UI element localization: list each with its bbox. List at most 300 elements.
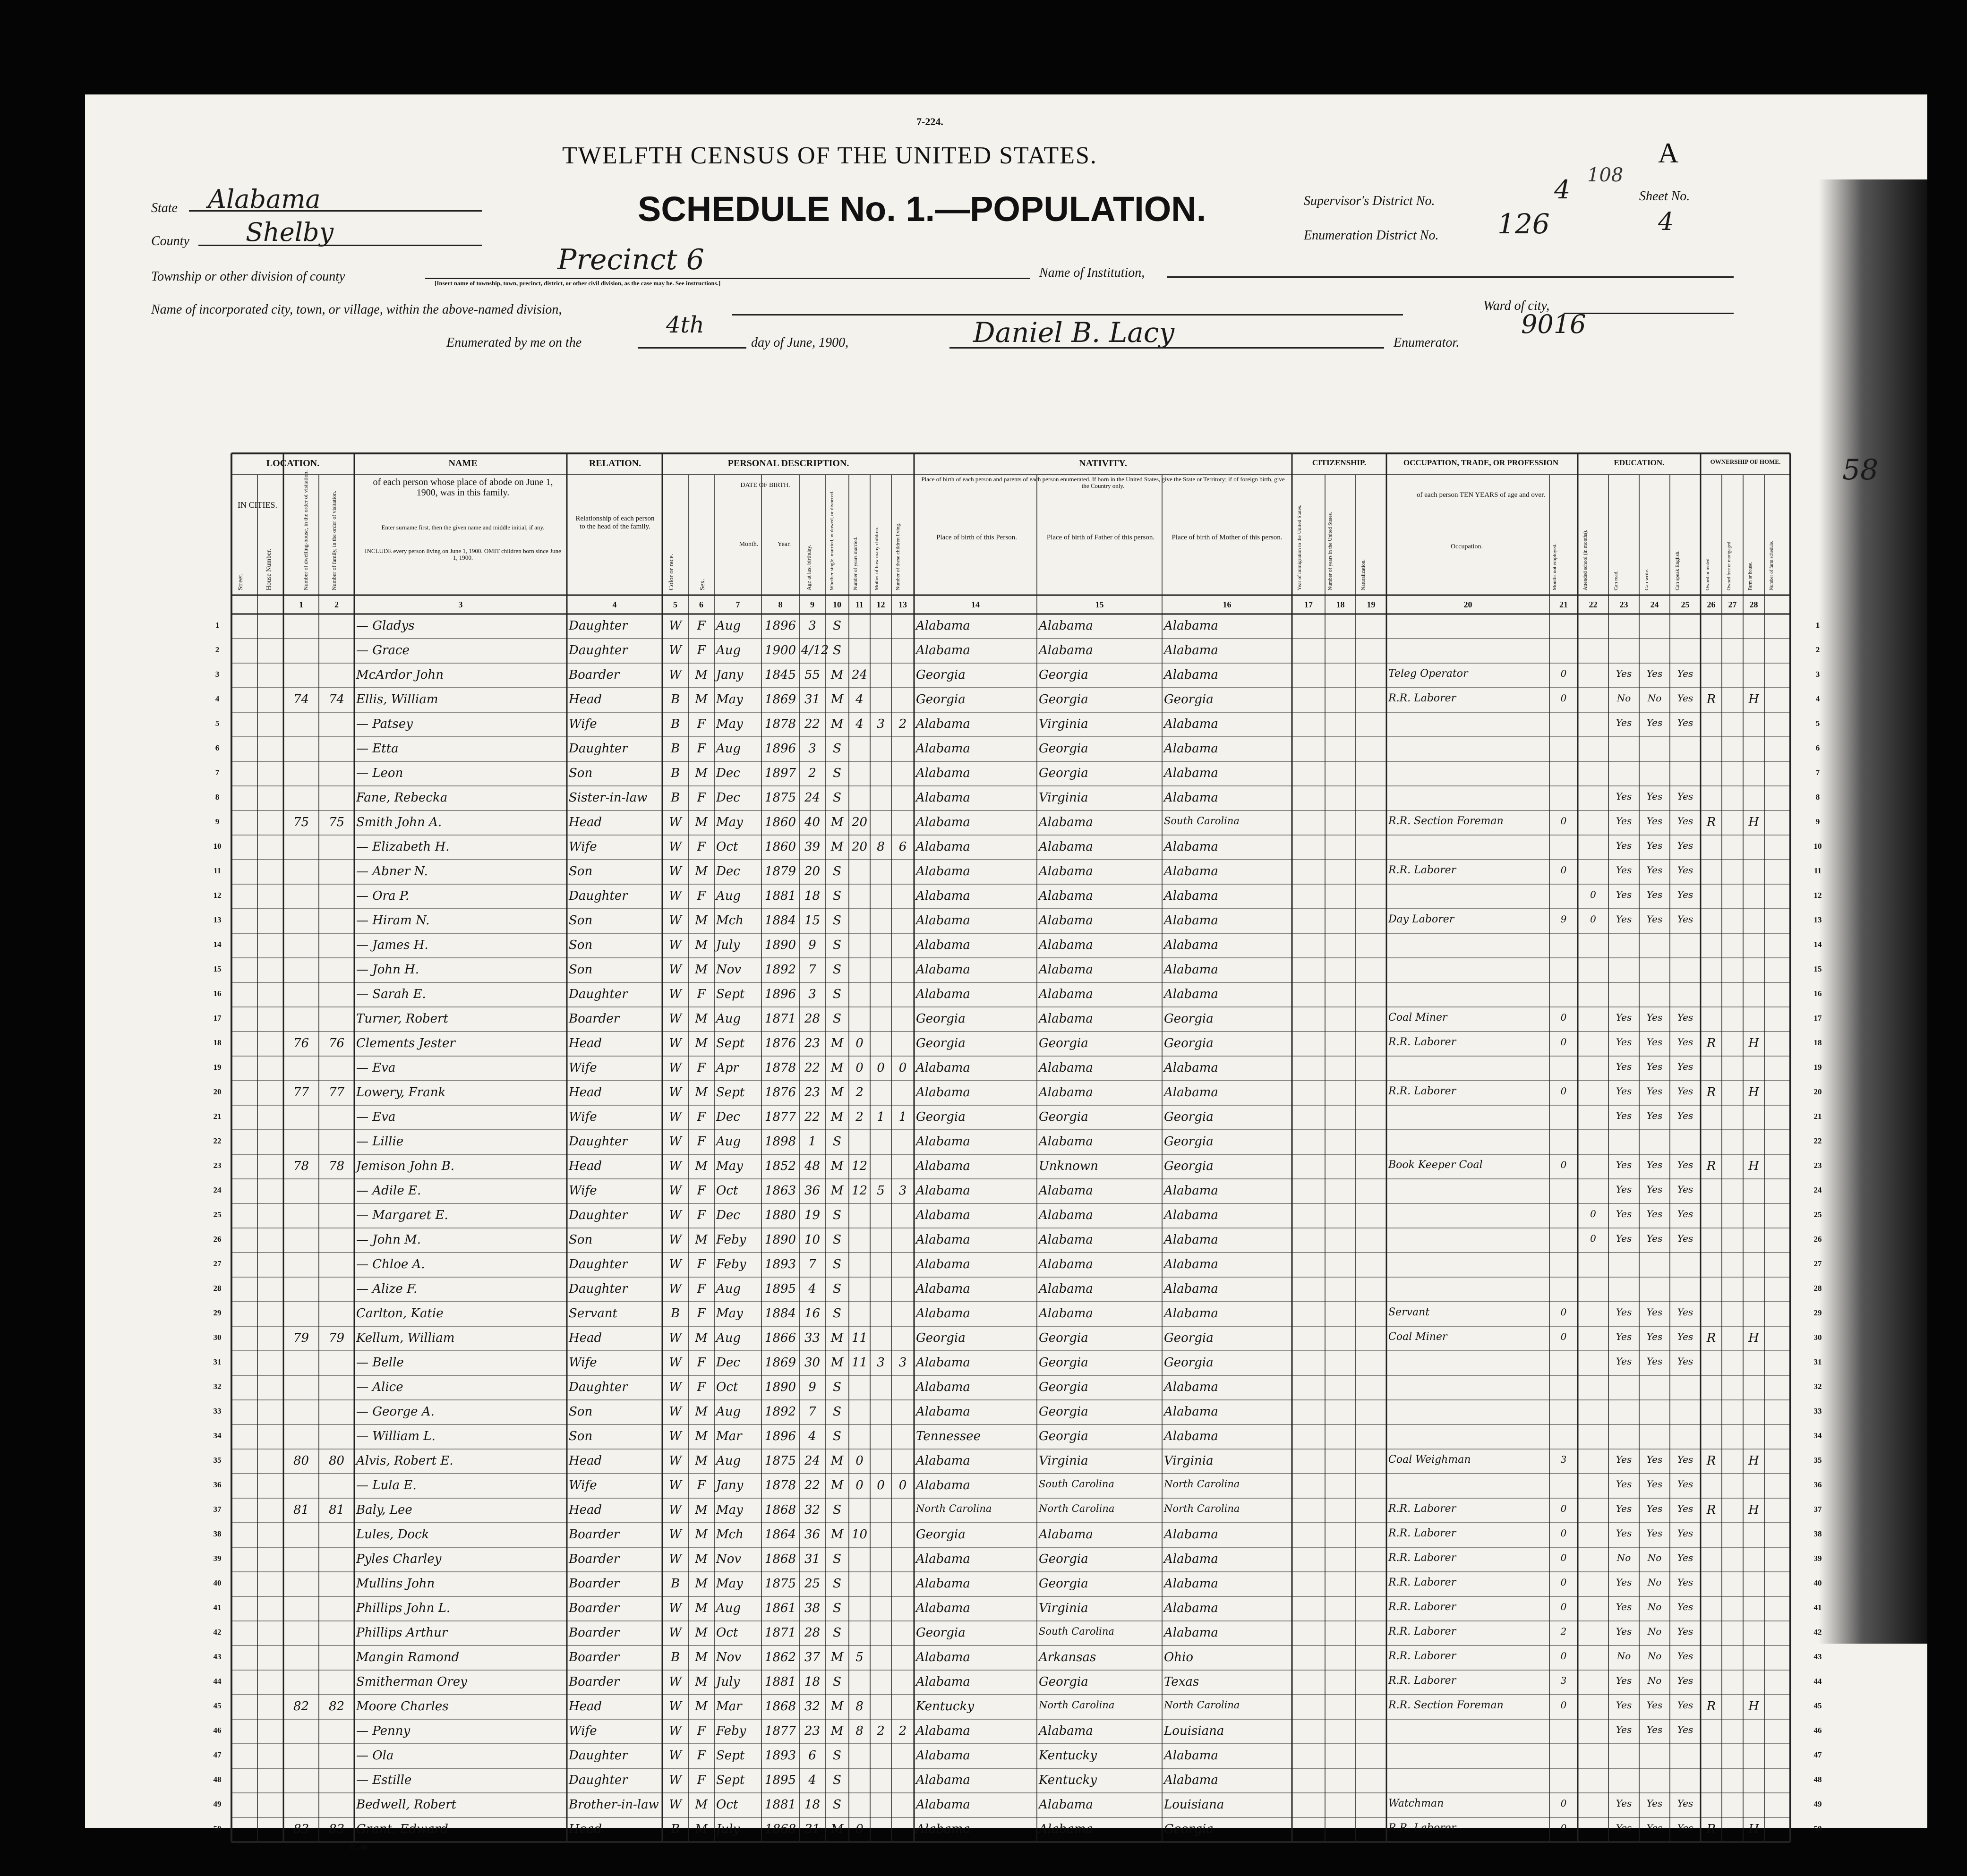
cell-rel: Daughter [569, 1282, 628, 1296]
cell-mu: 3 [1560, 1454, 1567, 1465]
cell-sex: M [695, 1429, 708, 1443]
cell-mu: 0 [1560, 1822, 1567, 1833]
cell-fam: 80 [328, 1454, 345, 1468]
cell-sex: F [697, 889, 706, 903]
line-number: 34 [1813, 1431, 1822, 1440]
line-number-left: 24 [213, 1185, 222, 1194]
cell-name: Turner, Robert [356, 1012, 448, 1026]
cell-month: May [716, 1159, 743, 1173]
cell-bp: Alabama [916, 717, 970, 731]
line-number-left: 12 [213, 891, 222, 900]
cell-bf: Virginia [1039, 1601, 1088, 1615]
line-number-left: 15 [213, 964, 222, 973]
enumerator-underline [949, 347, 1384, 349]
cell-age: 31 [804, 1822, 821, 1836]
cell-occ: Coal Miner [1388, 1012, 1447, 1023]
cell-mar: S [833, 889, 841, 903]
cell-color: W [669, 1356, 682, 1370]
cell-year: 1896 [764, 987, 796, 1001]
line-number-left: 19 [213, 1063, 222, 1072]
cell-sex: F [697, 1208, 706, 1222]
cell-occ: R.R. Laborer [1388, 1577, 1456, 1588]
header-birth-mother: Place of birth of Mother of this person. [1172, 534, 1283, 541]
column-number: 19 [1367, 600, 1376, 609]
cell-rel: Servant [569, 1306, 618, 1321]
cell-en: Yes [1677, 717, 1693, 728]
cell-month: Mar [716, 1429, 742, 1443]
cell-age: 18 [804, 1675, 821, 1689]
line-number: 16 [1813, 989, 1822, 998]
line-number-left: 35 [213, 1456, 222, 1465]
supervisor-value: 4 [1554, 175, 1571, 205]
cell-bp: Alabama [916, 1552, 970, 1566]
cell-ym: 0 [855, 1822, 864, 1836]
cell-age: 25 [804, 1577, 821, 1591]
cell-age: 1 [808, 1134, 816, 1149]
cell-year: 1869 [764, 1356, 796, 1370]
column-number: 25 [1681, 600, 1690, 609]
header-months-unemployed: Months not employed. [1552, 543, 1557, 590]
column-number: 2 [334, 600, 339, 609]
cell-bf: North Carolina [1039, 1503, 1115, 1514]
cell-fam: 81 [328, 1503, 345, 1517]
cell-rd: Yes [1616, 1356, 1632, 1367]
cell-month: Dec [716, 1208, 740, 1222]
cell-ym: 4 [855, 692, 864, 707]
cell-month: Dec [716, 791, 740, 805]
header-years-married: Number of years married. [853, 537, 858, 590]
cell-rd: Yes [1616, 889, 1632, 900]
header-dwelling: Number of dwelling-house, in the order of visitation. [302, 470, 309, 590]
header-street: Street. [237, 573, 244, 590]
cell-mu: 0 [1560, 1527, 1567, 1539]
line-number: 50 [1813, 1824, 1822, 1833]
line-number-left: 26 [213, 1235, 222, 1244]
cell-moc: 2 [877, 1724, 885, 1738]
cell-month: May [716, 717, 743, 731]
cell-color: W [669, 668, 682, 682]
cell-mar: M [830, 692, 844, 707]
cell-cl: 2 [898, 1724, 907, 1738]
cell-bf: North Carolina [1039, 1699, 1115, 1711]
cell-wr: Yes [1646, 1527, 1663, 1539]
cell-wr: No [1647, 692, 1662, 704]
cell-age: 4/12 [801, 643, 829, 657]
cell-sex: M [695, 692, 708, 707]
cell-rel: Wife [569, 1110, 597, 1124]
cell-name: Clements Jester [356, 1036, 455, 1050]
cell-month: Aug [716, 1282, 741, 1296]
cell-bm: Virginia [1164, 1454, 1214, 1468]
cell-rd: Yes [1616, 1061, 1632, 1072]
line-number-left: 5 [215, 719, 220, 728]
cell-en: Yes [1677, 1724, 1693, 1735]
column-number: 11 [855, 600, 864, 609]
cell-bp: Kentucky [916, 1699, 975, 1714]
cell-year: 1875 [764, 1577, 796, 1591]
line-number: 12 [1813, 891, 1822, 900]
cell-bp: Alabama [916, 1773, 970, 1787]
cell-year: 1871 [764, 1626, 796, 1640]
cell-en: Yes [1677, 692, 1693, 704]
line-number-left: 10 [213, 842, 222, 851]
cell-wr: Yes [1646, 1454, 1663, 1465]
cell-month: Nov [716, 1552, 742, 1566]
form-number: 7-224. [916, 116, 943, 128]
cell-bf: Alabama [1039, 1257, 1093, 1271]
cell-bp: Alabama [916, 889, 970, 903]
cell-cl: 2 [898, 717, 907, 731]
cell-bp: Alabama [916, 840, 970, 854]
line-number-left: 21 [213, 1112, 222, 1121]
cell-month: Apr [716, 1061, 739, 1075]
cell-bf: Alabama [1039, 1306, 1093, 1321]
line-number-left: 22 [213, 1136, 222, 1145]
line-number: 8 [1815, 793, 1820, 802]
line-number: 42 [1813, 1628, 1822, 1637]
line-number-left: 36 [213, 1480, 222, 1489]
cell-bp: Alabama [916, 1405, 970, 1419]
cell-age: 7 [808, 963, 816, 977]
cell-rel: Daughter [569, 619, 628, 633]
cell-name: Alvis, Robert E. [356, 1454, 453, 1468]
cell-mar: S [833, 1208, 841, 1222]
cell-moc: 8 [877, 840, 885, 854]
line-number: 11 [1813, 866, 1822, 875]
cell-mu: 0 [1560, 1577, 1567, 1588]
cell-age: 22 [804, 717, 821, 731]
cell-age: 32 [804, 1699, 821, 1714]
header-farm: Farm or house. [1748, 562, 1753, 590]
cell-ym: 0 [855, 1061, 864, 1075]
cell-sex: M [695, 1650, 708, 1664]
cell-en: Yes [1677, 864, 1693, 876]
cell-sex: M [695, 1626, 708, 1640]
cell-rd: Yes [1616, 1085, 1632, 1097]
cell-age: 48 [804, 1159, 821, 1173]
cell-rd: Yes [1616, 1577, 1632, 1588]
line-number-left: 8 [215, 793, 220, 802]
cell-month: Jany [716, 1478, 744, 1492]
cell-color: B [670, 1577, 680, 1591]
cell-bp: Alabama [916, 1798, 970, 1812]
cell-rd: Yes [1616, 1503, 1632, 1514]
cell-mar: M [830, 1184, 844, 1198]
cell-year: 1898 [764, 1134, 796, 1149]
cell-cl: 3 [898, 1356, 907, 1370]
cell-name: — Abner N. [356, 864, 428, 878]
cell-month: Aug [716, 1331, 741, 1345]
cell-month: Feby [716, 1724, 746, 1738]
cell-dw: 74 [293, 692, 309, 707]
line-number-left: 11 [213, 866, 222, 875]
page-binding-shadow [1819, 179, 1927, 1644]
cell-mar: M [830, 1527, 844, 1542]
cell-en: Yes [1677, 1306, 1693, 1318]
cell-bf: Alabama [1039, 1527, 1093, 1542]
cell-name: Lowery, Frank [356, 1085, 446, 1100]
cell-age: 18 [804, 889, 821, 903]
cell-sex: F [697, 643, 706, 657]
cell-mar: M [830, 1356, 844, 1370]
cell-rel: Wife [569, 1478, 597, 1492]
cell-rd: Yes [1616, 864, 1632, 876]
cell-name: Mullins John [356, 1577, 435, 1591]
cell-year: 1895 [764, 1773, 796, 1787]
cell-age: 28 [804, 1626, 821, 1640]
column-number: 12 [876, 600, 885, 609]
cell-wr: No [1647, 1675, 1662, 1686]
cell-bm: Texas [1164, 1675, 1199, 1689]
cell-rel: Brother-in-law [569, 1798, 659, 1812]
enumerator-label: Enumerator. [1394, 335, 1460, 350]
cell-sex: M [695, 1331, 708, 1345]
cell-bp: Alabama [916, 1380, 970, 1394]
cell-bp: Alabama [916, 1454, 970, 1468]
cell-color: W [669, 1233, 682, 1247]
cell-bp: Alabama [916, 1822, 970, 1836]
cell-color: W [669, 1134, 682, 1149]
cell-wr: Yes [1646, 1233, 1663, 1244]
cell-name: Smitherman Orey [356, 1675, 467, 1689]
sheet-letter: A [1658, 137, 1679, 169]
cell-mu: 0 [1560, 1503, 1567, 1514]
column-number: 6 [699, 600, 703, 609]
cell-color: B [670, 1822, 680, 1836]
cell-rd: Yes [1616, 1454, 1632, 1465]
enumeration-district-value: 126 [1497, 208, 1550, 240]
cell-mar: M [830, 717, 844, 731]
cell-bp: Alabama [916, 1675, 970, 1689]
header-naturalization: Naturalization. [1360, 559, 1366, 590]
cell-year: 1866 [764, 1331, 796, 1345]
column-number: 7 [735, 600, 740, 609]
cell-wr: Yes [1646, 1110, 1663, 1121]
cell-rel: Head [569, 1085, 602, 1100]
cell-rel: Boarder [569, 1601, 620, 1615]
cell-bm: Georgia [1164, 1036, 1214, 1050]
cell-name: — Hiram N. [356, 913, 430, 928]
cell-wr: Yes [1646, 717, 1663, 728]
cell-age: 3 [808, 987, 816, 1001]
cell-name: Ellis, William [356, 692, 438, 707]
cell-mar: S [833, 1577, 841, 1591]
line-number: 32 [1813, 1382, 1822, 1391]
cell-month: Aug [716, 1012, 741, 1026]
cell-color: W [669, 1257, 682, 1271]
cell-wr: Yes [1646, 864, 1663, 876]
cell-fam: 74 [328, 692, 345, 707]
cell-month: Sept [716, 1773, 745, 1787]
cell-moc: 1 [877, 1110, 885, 1124]
cell-rel: Boarder [569, 1626, 620, 1640]
cell-occ: R.R. Laborer [1388, 1650, 1456, 1662]
cell-bp: Alabama [916, 815, 970, 829]
cell-wr: Yes [1646, 1085, 1663, 1097]
cell-rd: Yes [1616, 668, 1632, 679]
cell-sex: M [695, 963, 708, 977]
cell-month: Nov [716, 1650, 742, 1664]
enumerated-day: 4th [666, 312, 704, 338]
line-number-left: 1 [215, 621, 220, 630]
line-number-left: 3 [215, 670, 220, 679]
cell-year: 1868 [764, 1503, 796, 1517]
cell-sex: M [695, 1798, 708, 1812]
state-label: State [151, 201, 178, 215]
cell-ym: 11 [851, 1331, 868, 1345]
cell-rd: Yes [1616, 1306, 1632, 1318]
line-number-left: 38 [213, 1529, 222, 1538]
cell-name: — Gladys [356, 619, 415, 633]
state-underline [189, 210, 482, 212]
cell-rd: Yes [1616, 1233, 1632, 1244]
cell-name: — Grace [356, 643, 410, 657]
cell-bm: Alabama [1164, 1184, 1218, 1198]
cell-moc: 3 [877, 1356, 885, 1370]
cell-name: Phillips Arthur [356, 1626, 448, 1640]
cell-en: Yes [1677, 1798, 1693, 1809]
cell-rel: Wife [569, 840, 597, 854]
cell-mu: 0 [1560, 864, 1567, 876]
line-number: 26 [1813, 1235, 1822, 1244]
line-number-left: 32 [213, 1382, 222, 1391]
cell-name: — Adile E. [356, 1184, 421, 1198]
line-number: 20 [1813, 1087, 1822, 1096]
cell-cl: 1 [898, 1110, 907, 1124]
cell-rd: Yes [1616, 1527, 1632, 1539]
cell-bm: Georgia [1164, 1134, 1214, 1149]
cell-en: Yes [1677, 1650, 1693, 1662]
cell-year: 1876 [764, 1036, 796, 1050]
cell-bf: Alabama [1039, 1282, 1093, 1296]
cell-year: 1879 [764, 864, 796, 878]
cell-wr: Yes [1646, 1798, 1663, 1809]
line-number: 35 [1813, 1456, 1822, 1465]
cell-rel: Daughter [569, 1134, 628, 1149]
cell-color: W [669, 1061, 682, 1075]
column-number: 16 [1223, 600, 1232, 609]
cell-month: Nov [716, 963, 742, 977]
cell-sex: F [697, 987, 706, 1001]
cell-sex: M [695, 938, 708, 952]
cell-bp: Alabama [916, 1478, 970, 1492]
cell-rel: Head [569, 1331, 602, 1345]
cell-year: 1881 [764, 1675, 796, 1689]
cell-rel: Son [569, 1405, 593, 1419]
city-underline [732, 314, 1403, 316]
cell-month: Oct [716, 840, 738, 854]
cell-mar: M [830, 1822, 844, 1836]
cell-bf: Alabama [1039, 619, 1093, 633]
cell-wr: Yes [1646, 840, 1663, 851]
cell-sex: F [697, 1380, 706, 1394]
cell-bp: Alabama [916, 963, 970, 977]
cell-bf: Kentucky [1039, 1748, 1097, 1763]
cell-sex: F [697, 619, 706, 633]
cell-occ: Coal Miner [1388, 1331, 1447, 1343]
cell-mar: S [833, 1601, 841, 1615]
line-number-left: 23 [213, 1161, 222, 1170]
column-number: 21 [1559, 600, 1568, 609]
cell-color: W [669, 864, 682, 878]
cell-year: 1868 [764, 1822, 796, 1836]
cell-color: B [670, 791, 680, 805]
cell-year: 1893 [764, 1748, 796, 1763]
column-number: 28 [1749, 600, 1758, 609]
cell-color: B [670, 692, 680, 707]
cell-bp: Alabama [916, 791, 970, 805]
cell-rel: Boarder [569, 1577, 620, 1591]
cell-sex: F [697, 1306, 706, 1321]
cell-age: 23 [804, 1036, 821, 1050]
cell-wr: No [1647, 1552, 1662, 1563]
cell-bp: Alabama [916, 1577, 970, 1591]
cell-year: 1875 [764, 791, 796, 805]
cell-year: 1868 [764, 1699, 796, 1714]
cell-cl: 0 [898, 1061, 907, 1075]
cell-year: 1864 [764, 1527, 796, 1542]
cell-name: — James H. [356, 938, 428, 952]
cell-rd: Yes [1616, 1036, 1632, 1048]
cell-name: — William L. [356, 1429, 436, 1443]
cell-name: — Eva [356, 1110, 396, 1124]
cell-mu: 9 [1560, 913, 1567, 925]
cell-bm: Alabama [1164, 1306, 1218, 1321]
cell-color: W [669, 619, 682, 633]
cell-rel: Head [569, 1454, 602, 1468]
column-number: 24 [1650, 600, 1659, 609]
cell-en: Yes [1677, 1601, 1693, 1612]
line-number: 41 [1813, 1603, 1822, 1612]
cell-color: W [669, 1454, 682, 1468]
cell-sex: M [695, 1405, 708, 1419]
cell-color: W [669, 1601, 682, 1615]
cell-bf: Alabama [1039, 1085, 1093, 1100]
cell-bm: Alabama [1164, 1282, 1218, 1296]
cell-ym: 4 [855, 717, 864, 731]
cell-color: W [669, 1429, 682, 1443]
cell-mar: M [830, 1159, 844, 1173]
cell-rel: Son [569, 963, 593, 977]
cell-fam: 77 [328, 1085, 345, 1100]
cell-mu: 0 [1560, 1085, 1567, 1097]
cell-color: W [669, 913, 682, 928]
cell-mar: S [833, 742, 841, 756]
cell-mar: S [833, 913, 841, 928]
cell-color: W [669, 1331, 682, 1345]
cell-sex: F [697, 1356, 706, 1370]
cell-color: W [669, 1699, 682, 1714]
cell-color: W [669, 1405, 682, 1419]
cell-bp: Alabama [916, 1061, 970, 1075]
cell-month: Aug [716, 1454, 741, 1468]
cell-rd: Yes [1616, 913, 1632, 925]
cell-rd: No [1616, 1650, 1631, 1662]
column-number: 13 [898, 600, 907, 609]
cell-mar: M [830, 1454, 844, 1468]
cell-age: 7 [808, 1405, 816, 1419]
cell-rd: Yes [1616, 1699, 1632, 1711]
cell-age: 38 [804, 1601, 821, 1615]
line-number: 40 [1813, 1578, 1822, 1587]
line-number: 49 [1813, 1799, 1822, 1808]
line-number: 28 [1813, 1284, 1822, 1293]
cell-color: W [669, 1626, 682, 1640]
line-number-left: 17 [213, 1014, 222, 1023]
cell-mar: S [833, 1134, 841, 1149]
cell-bm: Alabama [1164, 717, 1218, 731]
header-family: Number of family, in the order of visitation. [331, 491, 337, 590]
